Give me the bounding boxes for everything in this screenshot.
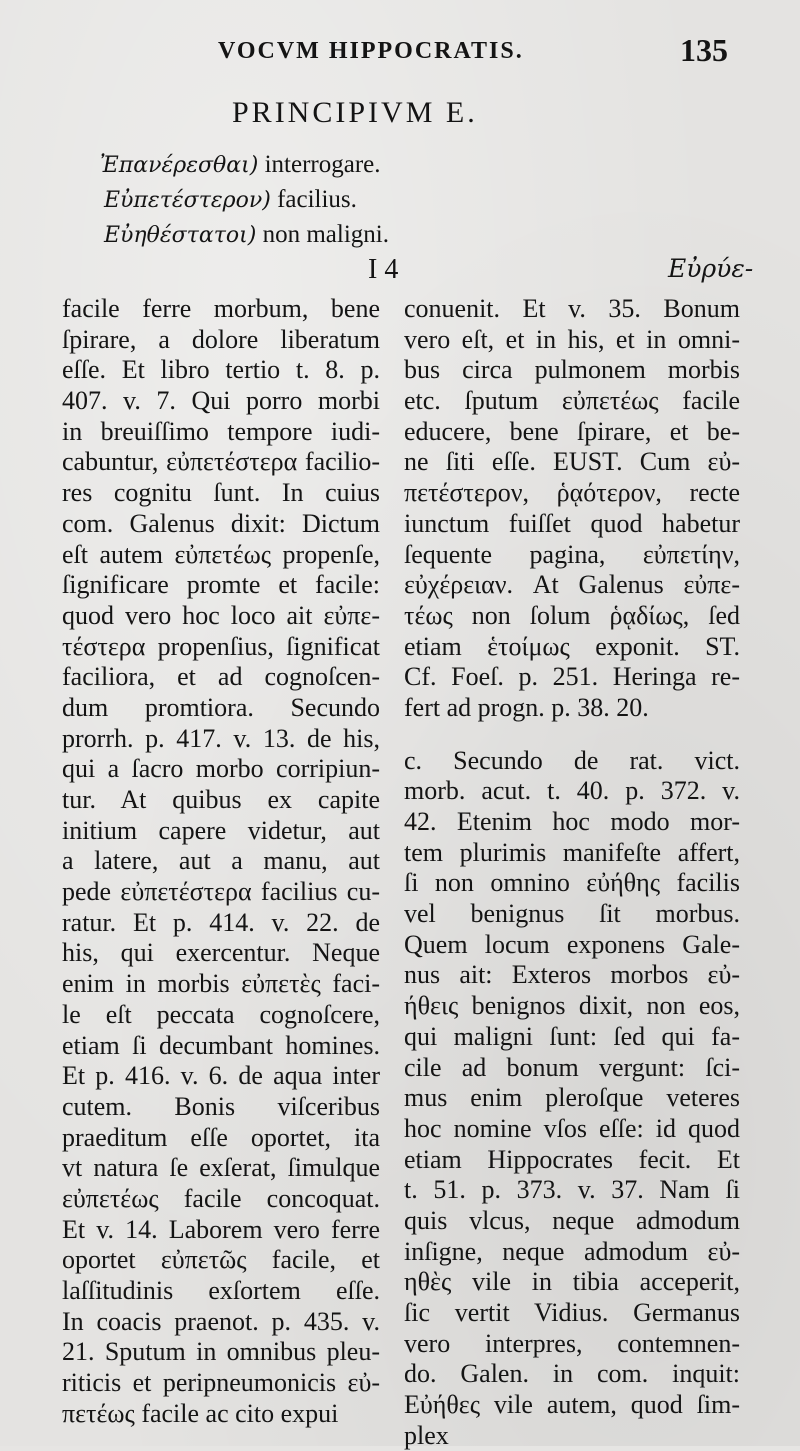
entry-non-maligni bbox=[100, 218, 389, 253]
left-column-line: his, qui exercentur. Neque bbox=[62, 938, 380, 968]
entry-greek-term: Εὐπετέστερον) bbox=[104, 188, 271, 213]
left-column-line: enim in morbis εὐπετὲς faci- bbox=[62, 969, 380, 999]
left-column-line: In coacis praenot. p. 435. v. bbox=[62, 1306, 380, 1336]
page-number: 135 bbox=[680, 32, 728, 68]
left-column-line: res cognitu ſunt. In cuius bbox=[62, 478, 380, 508]
paragraph-gap bbox=[404, 724, 740, 746]
left-column-line: eſt autem εὐπετέως propenſe, bbox=[62, 539, 380, 569]
left-column-line: 21. Sputum in omnibus pleu- bbox=[62, 1337, 380, 1367]
entry-greek-term: Ἐπανέρεσθαι) bbox=[100, 153, 259, 178]
right-column-b-line: Εὐήθες vile autem, quod ſim- bbox=[404, 1390, 740, 1420]
left-column-line: prorrh. p. 417. v. 13. de his, bbox=[62, 723, 380, 753]
left-column-line: qui a ſacro morbo corripiun- bbox=[62, 754, 380, 784]
left-column-line: etiam ſi decumbant homines. bbox=[62, 1030, 380, 1060]
left-column-line: ſpirare, a dolore liberatum bbox=[62, 324, 380, 354]
right-column-b-line: quis vlcus, neque admodum bbox=[404, 1205, 740, 1235]
right-column-b-line: hoc nomine vſos eſſe: id quod bbox=[404, 1113, 740, 1143]
left-column-line: eſſe. Et libro tertio t. 8. p. bbox=[62, 355, 380, 385]
right-column-a-line: fert ad progn. p. 38. 20. bbox=[404, 692, 649, 722]
left-column-line: quod vero hoc loco ait εὐπε- bbox=[62, 600, 380, 630]
right-column-b-line: vel benignus ſit morbus. bbox=[404, 899, 740, 929]
left-column-line: in breuiſſimo tempore iudi- bbox=[62, 416, 380, 446]
entry-list bbox=[100, 148, 389, 253]
entry-latin-gloss: facilius. bbox=[277, 186, 357, 213]
left-column-line: cabuntur, εὐπετέστερα facilio- bbox=[62, 447, 380, 477]
right-column-b-line: inſigne, neque admodum εὐ- bbox=[404, 1236, 740, 1266]
section-title: PRINCIPIVM E. bbox=[232, 96, 478, 129]
right-column-b-line: etiam Hippocrates fecit. Et bbox=[404, 1144, 740, 1174]
right-column-a-line: vero eſt, et in his, et in omni- bbox=[404, 324, 740, 354]
right-column-a-line: πετέστερον, ῥᾳότερον, recte bbox=[404, 478, 740, 508]
right-column-a-line: etiam ἑτοίμως exponit. ST. bbox=[404, 631, 740, 661]
right-column-b-line: ſi non omnino εὐήθης facilis bbox=[404, 868, 740, 898]
signature-mark: I 4 bbox=[368, 254, 399, 285]
right-column-a-line: educere, bene ſpirare, et be- bbox=[404, 416, 740, 446]
left-column-line: Et p. 416. v. 6. de aqua inter bbox=[62, 1061, 380, 1091]
left-column-line: Et v. 14. Laborem vero ferre bbox=[62, 1214, 380, 1244]
right-column-b-line: nus ait: Exteros morbos εὐ- bbox=[404, 960, 740, 990]
entry-greek-term: Εὐηθέστατοι) bbox=[104, 223, 257, 248]
left-column bbox=[62, 294, 380, 1429]
left-column-line: praeditum eſſe oportet, ita bbox=[62, 1122, 380, 1152]
right-column-a-line: conuenit. Et v. 35. Bonum bbox=[404, 294, 740, 323]
left-column-line: com. Galenus dixit: Dictum bbox=[62, 508, 380, 538]
entry-facilius bbox=[100, 183, 389, 218]
right-column-b-line: do. Galen. in com. inquit: bbox=[404, 1359, 740, 1389]
right-column-a-line: εὐχέρειαν. At Galenus εὐπε- bbox=[404, 570, 740, 600]
right-column-b-line: cile ad bonum vergunt: ſci- bbox=[404, 1052, 740, 1082]
right-column-b-line: tem plurimis manifeſte affert, bbox=[404, 837, 740, 867]
right-column-b-line: t. 51. p. 373. v. 37. Nam ſi bbox=[404, 1175, 740, 1205]
left-column-line: a latere, aut a manu, aut bbox=[62, 846, 380, 876]
right-column-b-line: ηθὲς vile in tibia acceperit, bbox=[404, 1267, 740, 1297]
left-column-line: riticis et peripneumonicis εὐ- bbox=[62, 1368, 380, 1398]
left-column-line: initium capere videtur, aut bbox=[62, 815, 380, 845]
right-column-b-line: Quem locum exponens Gale- bbox=[404, 929, 740, 959]
left-column-line: ſignificare promte et facile: bbox=[62, 570, 380, 600]
entry-interrogare bbox=[100, 148, 389, 183]
left-column-line: laſſitudinis exſortem eſſe. bbox=[62, 1276, 380, 1305]
right-column-a-line: Cf. Foeſ. p. 251. Heringa re- bbox=[404, 662, 740, 692]
right-column-a-line: ſequente pagina, εὐπετίην, bbox=[404, 539, 740, 569]
left-column-line: τέστερα propenſius, ſignificat bbox=[62, 631, 380, 661]
entry-latin-gloss: interrogare. bbox=[264, 151, 381, 178]
right-column-b-line: qui maligni ſunt: ſed qui fa- bbox=[404, 1021, 740, 1051]
left-column-line: faciliora, et ad cognoſcen- bbox=[62, 662, 380, 692]
left-column-line: 407. v. 7. Qui porro morbi bbox=[62, 386, 380, 416]
right-column-a-line: ne ſiti eſſe. EUST. Cum εὐ- bbox=[404, 447, 740, 477]
left-column-line: vt natura ſe exſerat, ſimulque bbox=[62, 1153, 380, 1183]
right-column-b-line: vero interpres, contemnen- bbox=[404, 1328, 740, 1358]
right-column-b-line: c. Secundo de rat. vict. bbox=[404, 745, 740, 775]
right-column-b-line: ſic vertit Vidius. Germanus bbox=[404, 1298, 740, 1327]
right-column-a-line: etc. ſputum εὐπετέως facile bbox=[404, 386, 740, 416]
running-head: VOCVM HIPPOCRATIS. bbox=[218, 38, 524, 64]
left-column-line: πετέως facile ac cito expui bbox=[62, 1398, 339, 1428]
left-column-line: tur. At quibus ex capite bbox=[62, 785, 380, 814]
left-column-line: dum promtiora. Secundo bbox=[62, 692, 380, 722]
right-column-b-line: ήθεις benignos dixit, non eos, bbox=[404, 991, 740, 1021]
right-column-b-line: plex bbox=[404, 1420, 449, 1450]
left-column-line: oportet εὐπετῶς facile, et bbox=[62, 1245, 380, 1275]
right-column bbox=[404, 294, 740, 1451]
right-column-b-line: morb. acut. t. 40. p. 372. v. bbox=[404, 776, 740, 806]
right-column-b-line: mus enim pleroſque veteres bbox=[404, 1083, 740, 1113]
right-column-a-line: iunctum fuiſſet quod habetur bbox=[404, 508, 740, 538]
left-column-line: cutem. Bonis viſceribus bbox=[62, 1091, 380, 1121]
left-column-line: facile ferre morbum, bene bbox=[62, 294, 380, 323]
right-column-a-line: bus circa pulmonem morbis bbox=[404, 355, 740, 385]
left-column-line: ratur. Et p. 414. v. 22. de bbox=[62, 907, 380, 937]
left-column-line: εὐπετέως facile concoquat. bbox=[62, 1183, 380, 1213]
left-column-line: le eſt peccata cognoſcere, bbox=[62, 999, 380, 1029]
catchword: Εὐρύε- bbox=[668, 254, 754, 283]
right-column-a-line: τέως non ſolum ῥᾳδίως, ſed bbox=[404, 600, 740, 630]
right-column-b-line: 42. Etenim hoc modo mor- bbox=[404, 807, 740, 836]
entry-latin-gloss: non maligni. bbox=[262, 221, 389, 248]
left-column-line: pede εὐπετέστερα facilius cu- bbox=[62, 877, 380, 907]
